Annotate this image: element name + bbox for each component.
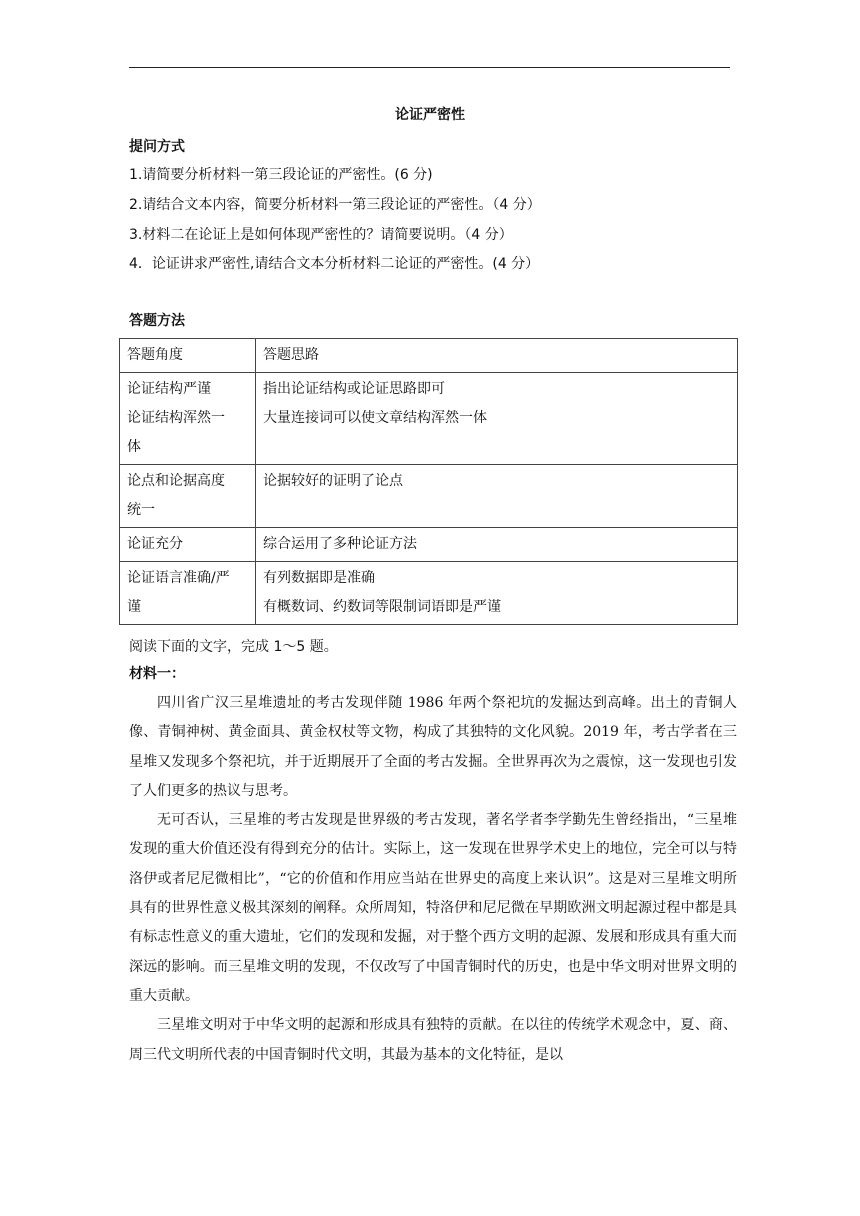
angle-text: 谨 xyxy=(127,599,141,615)
table-row xyxy=(120,562,738,625)
angle-text: 论证语言准确/严 xyxy=(127,570,230,586)
table-row xyxy=(120,373,738,465)
angle-text: 论证充分 xyxy=(127,536,183,552)
questions-heading: 提问方式 xyxy=(129,139,185,155)
angle-cell xyxy=(120,562,256,625)
ideas-cell xyxy=(256,562,738,625)
ideas-text: 论据较好的证明了论点 xyxy=(263,473,403,489)
question-3: 3.材料二在论证上是如何体现严密性的？请简要说明。（4 分） xyxy=(129,227,513,243)
ideas-text: 有概数词、约数词等限制词语即是严谨 xyxy=(263,599,501,615)
angle-cell xyxy=(120,373,256,465)
page-title: 论证严密性 xyxy=(395,107,465,123)
ideas-text: 综合运用了多种论证方法 xyxy=(263,536,417,552)
ideas-cell xyxy=(256,373,738,465)
angle-text: 统一 xyxy=(127,502,155,518)
header-ideas: 答题思路 xyxy=(256,339,738,373)
ideas-cell xyxy=(256,465,738,528)
ideas-text: 有列数据即是准确 xyxy=(263,570,375,586)
table-header-row xyxy=(120,339,738,373)
answer-method-table xyxy=(119,338,738,625)
question-2: 2.请结合文本内容，简要分析材料一第三段论证的严密性。（4 分） xyxy=(129,197,541,213)
header-rule xyxy=(129,67,730,68)
ideas-cell xyxy=(256,528,738,562)
paragraph: 三星堆文明对于中华文明的起源和形成具有独特的贡献。在以往的传统学术观念中，夏、商、周三代文明所代表的中国青铜时代文明，其最为基本的文化特征，是以 xyxy=(129,1017,737,1063)
paragraph: 无可否认，三星堆的考古发现是世界级的考古发现，著名学者李学勤先生曾经指出，“三星堆发现的重大价值还没有得到充分的估计。实际上，这一发现在世界学术史上的地位，完全可以与特洛伊或者尼尼微相比”，“它的价值和作用应当站在世界史的高度上来认识”。这是对三星堆文明所具有的世界性意义极其深刻的阐释。众所周知，特洛伊和尼尼微在早期欧洲文明起源过程中都是具有标志性意义的重大遗址，它们的发现和发掘，对于整个西方文明的起源、发展和形成具有重大而深远的影响。而三星堆文明的发现，不仅改写了中国青铜时代的历史，也是中华文明对世界文明的重大贡献。 xyxy=(129,812,737,1004)
question-1: 1.请简要分析材料一第三段论证的严密性。(6 分) xyxy=(129,167,433,183)
read-instruction: 阅读下面的文字，完成 1～5 题。 xyxy=(129,639,338,655)
ideas-text: 大量连接词可以使文章结构浑然一体 xyxy=(263,410,487,426)
angle-cell xyxy=(120,528,256,562)
table-row xyxy=(120,528,738,562)
paragraph: 四川省广汉三星堆遗址的考古发现伴随 1986 年两个祭祀坑的发掘达到高峰。出土的青铜人像、青铜神树、黄金面具、黄金权杖等文物，构成了其独特的文化风貌。2019 年，考古学者在三星堆又发现多个祭祀坑，并于近期展开了全面的考古发掘。全世界再次为之震惊，这一发现也引发了人们更多的热议与思考。 xyxy=(129,695,737,799)
angle-text: 论点和论据高度 xyxy=(127,473,225,489)
question-4: 4．论证讲求严密性,请结合文本分析材料二论证的严密性。(4 分） xyxy=(129,256,540,272)
angle-text: 体 xyxy=(127,439,141,455)
material-heading: 材料一： xyxy=(129,666,185,682)
angle-text: 论证结构严谨 xyxy=(127,381,211,397)
method-heading: 答题方法 xyxy=(129,313,185,329)
material-one-body xyxy=(129,689,737,1070)
angle-text: 论证结构浑然一 xyxy=(127,410,225,426)
header-angle: 答题角度 xyxy=(120,339,256,373)
table-row xyxy=(120,465,738,528)
angle-cell xyxy=(120,465,256,528)
ideas-text: 指出论证结构或论证思路即可 xyxy=(263,381,445,397)
